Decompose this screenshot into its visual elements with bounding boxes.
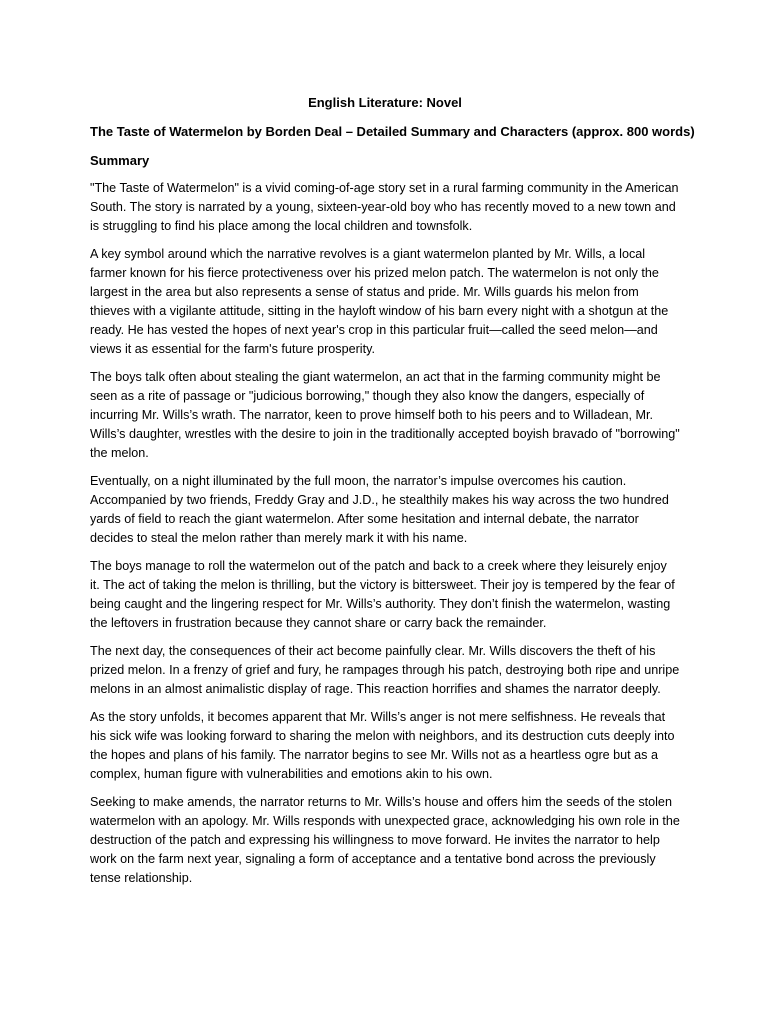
document-page xyxy=(90,93,695,897)
summary-paragraph-5: The boys manage to roll the watermelon out of the patch and back to a creek where they leisurely enjoy it. The act of taking the melon is thrilling, but the victory is bittersweet. Their joy is tempered by the fear of being caught and the lingering respect for Mr. Wills’s authority. They don’t finish the watermelon, wasting the leftovers in frustration because they cannot share or carry back the remainder. xyxy=(90,559,675,630)
document-title: English Literature: Novel xyxy=(308,95,462,110)
summary-paragraph-1: "The Taste of Watermelon" is a vivid coming-of-age story set in a rural farming community in the American South. The story is narrated by a young, sixteen-year-old boy who has recently moved to a new town and is struggling to find his place among the local children and townsfolk. xyxy=(90,181,679,233)
summary-paragraph-7: As the story unfolds, it becomes apparent that Mr. Wills’s anger is not mere selfishness. He reveals that his sick wife was looking forward to sharing the melon with neighbors, and its destruction cuts deeply into the hopes and plans of his family. The narrator begins to see Mr. Wills not as a heartless ogre but as a complex, human figure with vulnerabilities and emotions akin to his own. xyxy=(90,710,675,781)
summary-paragraph-2: A key symbol around which the narrative revolves is a giant watermelon planted by Mr. Wills, a local farmer known for his fierce protectiveness over his prized melon patch. The watermelon is not only the largest in the area but also represents a sense of status and pride. Mr. Wills guards his melon from thieves with a vigilante attitude, sitting in the hayloft window of his barn every night with a shotgun at the ready. He has vested the hopes of next year's crop in this particular fruit—called the seed melon—and views it as essential for the farm's future prosperity. xyxy=(90,247,669,356)
summary-paragraph-6: The next day, the consequences of their act become painfully clear. Mr. Wills discovers the theft of his prized melon. In a frenzy of grief and fury, he rampages through his patch, destroying both ripe and unripe melons in an almost animalistic display of rage. This reaction horrifies and shames the narrator deeply. xyxy=(90,644,680,696)
summary-paragraph-8: Seeking to make amends, the narrator returns to Mr. Wills’s house and offers him the seeds of the stolen watermelon with an apology. Mr. Wills responds with unexpected grace, acknowledging his own role in the destruction of the patch and expressing his willingness to move forward. He invites the narrator to help work on the farm next year, signaling a form of acceptance and a tentative bond across the previously tense relationship. xyxy=(90,795,680,885)
summary-paragraph-3: The boys talk often about stealing the giant watermelon, an act that in the farming community might be seen as a rite of passage or "judicious borrowing," though they also know the dangers, especially of incurring Mr. Wills’s wrath. The narrator, keen to prove himself both to his peers and to Willadean, Mr. Wills’s daughter, wrestles with the desire to join in the traditionally accepted boyish bravado of "borrowing" the melon. xyxy=(90,370,680,460)
document-subtitle: The Taste of Watermelon by Borden Deal – Detailed Summary and Characters (approx. 800 words) xyxy=(90,124,695,139)
summary-paragraph-4: Eventually, on a night illuminated by the full moon, the narrator’s impulse overcomes his caution. Accompanied by two friends, Freddy Gray and J.D., he stealthily makes his way across the two hundred yards of field to reach the giant watermelon. After some hesitation and internal debate, the narrator decides to steal the melon rather than merely mark it with his name. xyxy=(90,474,669,545)
section-heading-summary: Summary xyxy=(90,153,150,168)
